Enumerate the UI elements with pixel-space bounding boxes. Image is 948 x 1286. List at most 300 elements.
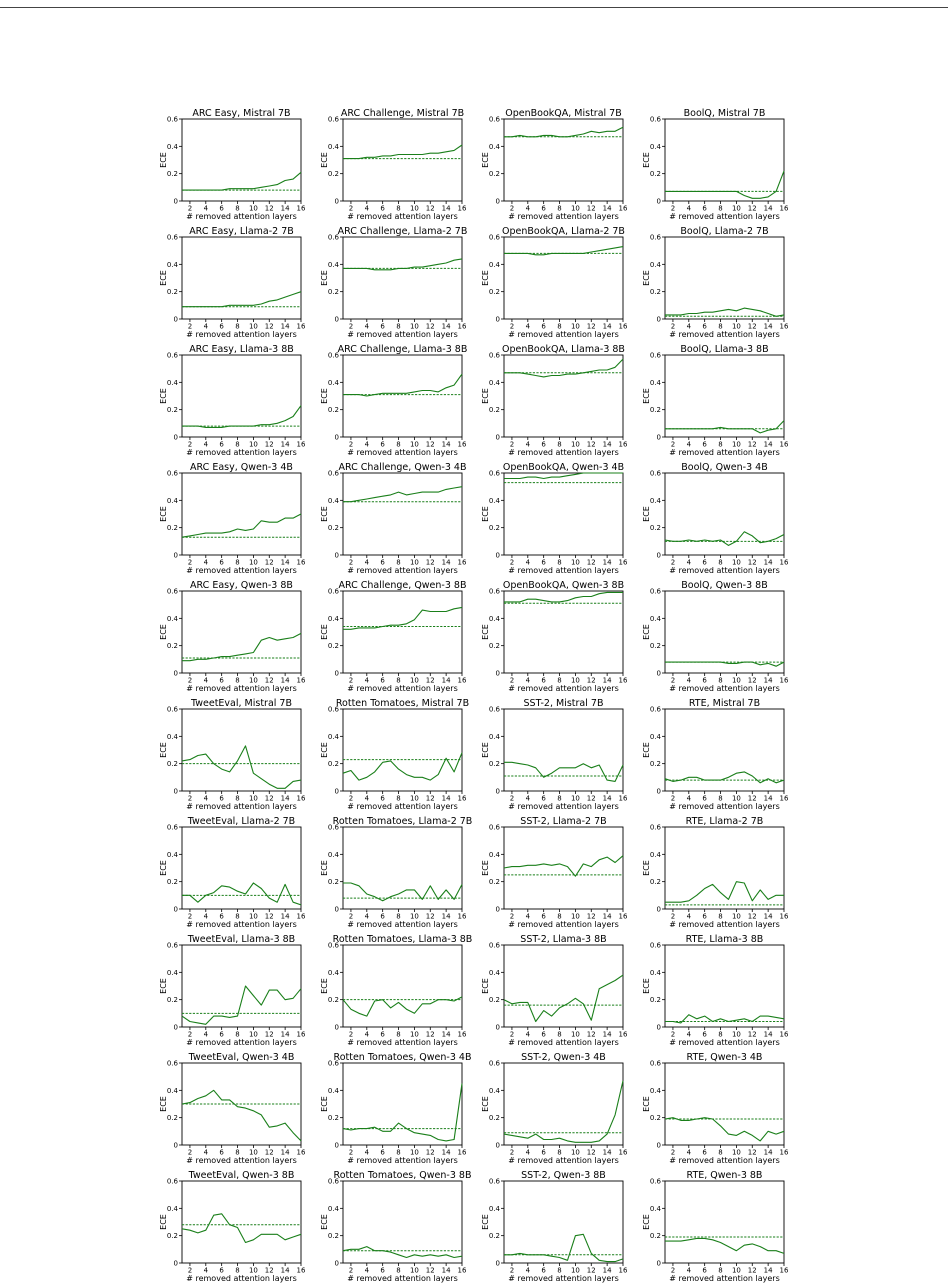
x-tick-label: 10 (248, 912, 258, 921)
series-line (504, 856, 623, 877)
axes-frame (182, 1181, 301, 1263)
x-tick-label: 12 (264, 912, 274, 921)
y-tick-label: 0.2 (649, 642, 661, 651)
x-tick-label: 12 (747, 1030, 757, 1039)
chart-title: Rotten Tomatoes, Llama-2 7B (332, 816, 473, 827)
x-tick-label: 8 (557, 1266, 562, 1275)
y-tick-label: 0.2 (649, 760, 661, 769)
y-tick-label: 0.2 (488, 1114, 500, 1123)
chart-panel (481, 226, 628, 339)
y-tick-label: 0.6 (327, 233, 339, 242)
x-tick-label: 10 (570, 558, 580, 567)
x-tick-label: 6 (541, 1030, 546, 1039)
y-tick-label: 0 (334, 1023, 339, 1032)
x-tick-label: 14 (763, 1266, 773, 1275)
x-tick-label: 14 (441, 322, 451, 331)
y-tick-label: 0 (656, 315, 661, 324)
y-tick-label: 0.2 (649, 1232, 661, 1241)
chart-panel (320, 698, 469, 811)
x-tick-label: 14 (763, 322, 773, 331)
x-axis-label: # removed attention layers (508, 212, 619, 221)
x-axis-label: # removed attention layers (347, 920, 458, 929)
x-tick-label: 10 (570, 322, 580, 331)
series-line (182, 292, 301, 307)
y-tick-label: 0 (173, 787, 178, 796)
x-tick-label: 16 (457, 794, 467, 803)
x-tick-label: 6 (702, 1148, 707, 1157)
series-line (665, 421, 784, 433)
chart-panel (481, 344, 628, 457)
x-tick-label: 12 (425, 558, 435, 567)
y-tick-label: 0.2 (488, 760, 500, 769)
x-tick-label: 16 (296, 1266, 306, 1275)
x-tick-label: 4 (525, 676, 531, 685)
x-tick-label: 16 (618, 912, 628, 921)
y-tick-label: 0.2 (649, 288, 661, 297)
y-tick-label: 0.2 (649, 170, 661, 179)
y-axis-label: ECE (642, 742, 651, 758)
series-line (504, 762, 623, 781)
y-axis-label: ECE (159, 388, 168, 404)
y-tick-label: 0.6 (166, 587, 178, 596)
series-line (182, 633, 301, 660)
x-axis-label: # removed attention layers (347, 1156, 458, 1165)
y-tick-label: 0.6 (488, 351, 500, 360)
chart-panel (481, 108, 628, 221)
y-tick-label: 0.6 (166, 115, 178, 124)
y-tick-label: 0.6 (327, 1059, 339, 1068)
y-tick-label: 0.2 (327, 760, 339, 769)
x-tick-label: 6 (541, 676, 546, 685)
x-tick-label: 2 (670, 440, 676, 449)
y-tick-label: 0 (334, 197, 339, 206)
y-tick-label: 0.6 (327, 587, 339, 596)
y-tick-label: 0.6 (488, 941, 500, 950)
x-tick-label: 16 (296, 794, 306, 803)
x-tick-label: 10 (570, 676, 580, 685)
x-tick-label: 6 (702, 440, 707, 449)
y-tick-label: 0.4 (488, 614, 500, 623)
x-tick-label: 14 (280, 558, 290, 567)
y-tick-label: 0.6 (649, 941, 661, 950)
x-tick-label: 14 (280, 1148, 290, 1157)
y-tick-label: 0.6 (649, 233, 661, 242)
y-tick-label: 0.4 (488, 850, 500, 859)
y-axis-label: ECE (481, 270, 490, 286)
x-tick-label: 14 (763, 440, 773, 449)
x-tick-label: 8 (396, 440, 401, 449)
x-tick-label: 6 (219, 794, 224, 803)
chart-title: Rotten Tomatoes, Qwen-3 4B (333, 1052, 472, 1063)
y-tick-label: 0.4 (166, 1204, 178, 1213)
y-axis-label: ECE (481, 152, 490, 168)
x-tick-label: 8 (718, 676, 723, 685)
x-tick-label: 10 (570, 912, 580, 921)
x-tick-label: 10 (248, 676, 258, 685)
chart-panel (642, 1170, 789, 1283)
chart-title: ARC Easy, Mistral 7B (192, 108, 291, 119)
x-axis-label: # removed attention layers (347, 330, 458, 339)
x-tick-label: 10 (731, 204, 741, 213)
x-tick-label: 12 (586, 558, 596, 567)
series-line (182, 746, 301, 788)
y-tick-label: 0.4 (649, 850, 661, 859)
y-tick-label: 0 (495, 433, 500, 442)
x-tick-label: 14 (602, 676, 612, 685)
x-tick-label: 4 (364, 1148, 370, 1157)
y-tick-label: 0.4 (327, 260, 339, 269)
x-tick-label: 12 (264, 440, 274, 449)
series-line (182, 406, 301, 428)
chart-title: Rotten Tomatoes, Qwen-3 8B (333, 1170, 472, 1181)
y-axis-label: ECE (320, 270, 329, 286)
y-tick-label: 0.4 (327, 142, 339, 151)
y-axis-label: ECE (159, 1214, 168, 1230)
x-axis-label: # removed attention layers (508, 802, 619, 811)
x-tick-label: 14 (602, 204, 612, 213)
x-tick-label: 12 (264, 204, 274, 213)
x-axis-label: # removed attention layers (669, 1156, 780, 1165)
y-tick-label: 0.4 (166, 732, 178, 741)
x-tick-label: 16 (618, 794, 628, 803)
x-tick-label: 6 (380, 794, 385, 803)
y-tick-label: 0.4 (166, 968, 178, 977)
series-line (665, 1238, 784, 1253)
chart-panel (320, 344, 467, 457)
x-tick-label: 14 (763, 558, 773, 567)
x-tick-label: 6 (380, 558, 385, 567)
y-tick-label: 0 (656, 433, 661, 442)
x-axis-label: # removed attention layers (186, 802, 297, 811)
x-tick-label: 14 (763, 204, 773, 213)
x-tick-label: 10 (409, 204, 419, 213)
chart-panel (159, 580, 306, 693)
x-tick-label: 4 (686, 1266, 692, 1275)
y-tick-label: 0 (495, 1023, 500, 1032)
x-tick-label: 10 (570, 440, 580, 449)
y-tick-label: 0 (173, 669, 178, 678)
chart-panel (642, 816, 789, 929)
x-tick-label: 8 (557, 558, 562, 567)
y-tick-label: 0.6 (488, 233, 500, 242)
x-tick-label: 4 (203, 204, 209, 213)
y-tick-label: 0 (656, 905, 661, 914)
x-tick-label: 8 (235, 912, 240, 921)
x-axis-label: # removed attention layers (347, 1038, 458, 1047)
x-tick-label: 8 (396, 794, 401, 803)
x-tick-label: 4 (686, 440, 692, 449)
x-tick-label: 6 (219, 1148, 224, 1157)
y-axis-label: ECE (320, 624, 329, 640)
x-tick-label: 16 (779, 1148, 789, 1157)
y-axis-label: ECE (159, 270, 168, 286)
chart-panel (159, 1170, 306, 1283)
y-axis-label: ECE (159, 152, 168, 168)
y-tick-label: 0.2 (327, 288, 339, 297)
series-line (665, 772, 784, 783)
y-tick-label: 0 (173, 433, 178, 442)
y-tick-label: 0.4 (649, 378, 661, 387)
x-tick-label: 10 (731, 794, 741, 803)
x-axis-label: # removed attention layers (508, 448, 619, 457)
y-tick-label: 0.2 (327, 1232, 339, 1241)
x-tick-label: 14 (441, 440, 451, 449)
chart-title: OpenBookQA, Qwen-3 4B (502, 462, 625, 473)
axes-frame (343, 1063, 462, 1145)
y-tick-label: 0.4 (327, 1086, 339, 1095)
y-tick-label: 0.6 (649, 587, 661, 596)
x-tick-label: 10 (248, 322, 258, 331)
x-tick-label: 4 (364, 558, 370, 567)
y-tick-label: 0 (173, 1141, 178, 1150)
x-tick-label: 10 (409, 676, 419, 685)
chart-panel (642, 934, 789, 1047)
chart-title: BoolQ, Llama-3 8B (680, 344, 769, 355)
chart-title: RTE, Qwen-3 8B (686, 1170, 763, 1181)
x-tick-label: 2 (509, 1030, 515, 1039)
axes-frame (665, 591, 784, 673)
x-tick-label: 8 (718, 558, 723, 567)
x-tick-label: 10 (731, 440, 741, 449)
y-tick-label: 0.4 (166, 142, 178, 151)
x-tick-label: 6 (219, 676, 224, 685)
chart-panel (481, 816, 628, 929)
series-line (504, 359, 623, 377)
x-axis-label: # removed attention layers (186, 212, 297, 221)
axes-frame (665, 1063, 784, 1145)
y-tick-label: 0.4 (327, 614, 339, 623)
x-tick-label: 12 (264, 794, 274, 803)
x-tick-label: 10 (731, 558, 741, 567)
x-tick-label: 6 (380, 1266, 385, 1275)
x-axis-label: # removed attention layers (186, 1038, 297, 1047)
x-tick-label: 2 (348, 1266, 354, 1275)
y-axis-label: ECE (481, 978, 490, 994)
y-tick-label: 0.6 (327, 351, 339, 360)
chart-panel (320, 462, 467, 575)
x-tick-label: 12 (586, 204, 596, 213)
chart-panel (642, 344, 789, 457)
x-tick-label: 10 (248, 558, 258, 567)
x-tick-label: 16 (618, 204, 628, 213)
chart-title: ARC Easy, Qwen-3 8B (190, 580, 293, 591)
x-tick-label: 6 (380, 1030, 385, 1039)
x-tick-label: 16 (457, 1148, 467, 1157)
y-tick-label: 0.4 (649, 142, 661, 151)
x-tick-label: 2 (187, 794, 193, 803)
axes-frame (343, 355, 462, 437)
chart-title: RTE, Llama-2 7B (685, 816, 764, 827)
x-tick-label: 8 (235, 676, 240, 685)
x-tick-label: 12 (747, 558, 757, 567)
y-tick-label: 0.4 (327, 732, 339, 741)
series-line (665, 1118, 784, 1141)
x-tick-label: 2 (509, 558, 515, 567)
chart-title: OpenBookQA, Mistral 7B (505, 108, 622, 119)
x-axis-label: # removed attention layers (347, 1274, 458, 1283)
x-tick-label: 10 (731, 322, 741, 331)
x-tick-label: 6 (219, 322, 224, 331)
y-tick-label: 0 (334, 905, 339, 914)
y-tick-label: 0.2 (166, 642, 178, 651)
x-tick-label: 4 (203, 1266, 209, 1275)
x-tick-label: 12 (264, 1030, 274, 1039)
x-axis-label: # removed attention layers (347, 212, 458, 221)
x-axis-label: # removed attention layers (186, 566, 297, 575)
y-tick-label: 0 (656, 1259, 661, 1268)
x-tick-label: 14 (763, 794, 773, 803)
x-tick-label: 8 (718, 1266, 723, 1275)
y-tick-label: 0.6 (488, 115, 500, 124)
y-tick-label: 0.6 (488, 469, 500, 478)
x-tick-label: 2 (509, 322, 515, 331)
x-tick-label: 14 (441, 1148, 451, 1157)
x-tick-label: 6 (219, 558, 224, 567)
series-line (665, 662, 784, 666)
y-tick-label: 0.4 (488, 732, 500, 741)
chart-panel (320, 580, 467, 693)
x-tick-label: 4 (686, 1148, 692, 1157)
axes-frame (504, 355, 623, 437)
x-tick-label: 10 (248, 1030, 258, 1039)
y-tick-label: 0.4 (166, 1086, 178, 1095)
x-tick-label: 8 (396, 1266, 401, 1275)
x-tick-label: 16 (618, 676, 628, 685)
y-axis-label: ECE (320, 1096, 329, 1112)
y-axis-label: ECE (159, 742, 168, 758)
axes-frame (343, 473, 462, 555)
y-tick-label: 0.2 (488, 1232, 500, 1241)
y-tick-label: 0.6 (649, 1177, 661, 1186)
y-tick-label: 0.6 (166, 351, 178, 360)
x-tick-label: 8 (557, 322, 562, 331)
x-tick-label: 4 (364, 204, 370, 213)
x-tick-label: 4 (525, 1030, 531, 1039)
x-tick-label: 10 (409, 794, 419, 803)
x-tick-label: 6 (219, 204, 224, 213)
series-line (343, 607, 462, 629)
x-tick-label: 16 (618, 558, 628, 567)
axes-frame (504, 1181, 623, 1263)
y-tick-label: 0.4 (327, 378, 339, 387)
x-tick-label: 12 (747, 1266, 757, 1275)
axes-frame (504, 473, 623, 555)
y-tick-label: 0 (173, 1259, 178, 1268)
x-axis-label: # removed attention layers (669, 684, 780, 693)
x-tick-label: 16 (296, 912, 306, 921)
y-tick-label: 0.2 (166, 760, 178, 769)
x-tick-label: 14 (602, 440, 612, 449)
chart-title: ARC Easy, Llama-3 8B (189, 344, 294, 355)
y-tick-label: 0.6 (327, 941, 339, 950)
x-tick-label: 12 (747, 912, 757, 921)
series-line (182, 172, 301, 190)
y-tick-label: 0.2 (327, 996, 339, 1005)
x-tick-label: 6 (541, 322, 546, 331)
y-tick-label: 0 (334, 315, 339, 324)
series-line (504, 1234, 623, 1261)
x-tick-label: 2 (187, 558, 193, 567)
x-tick-label: 8 (396, 204, 401, 213)
x-tick-label: 8 (718, 794, 723, 803)
x-tick-label: 16 (296, 1148, 306, 1157)
x-tick-label: 6 (380, 1148, 385, 1157)
chart-panel (320, 1052, 471, 1165)
x-tick-label: 2 (509, 1148, 515, 1157)
y-tick-label: 0.2 (488, 288, 500, 297)
x-tick-label: 12 (425, 204, 435, 213)
x-tick-label: 2 (187, 322, 193, 331)
chart-title: OpenBookQA, Qwen-3 8B (502, 580, 625, 591)
x-tick-label: 16 (296, 440, 306, 449)
x-tick-label: 6 (541, 440, 546, 449)
x-tick-label: 4 (203, 1030, 209, 1039)
y-tick-label: 0 (334, 787, 339, 796)
x-tick-label: 2 (509, 440, 515, 449)
x-tick-label: 6 (702, 1266, 707, 1275)
x-tick-label: 16 (618, 1030, 628, 1039)
x-tick-label: 12 (264, 1148, 274, 1157)
x-tick-label: 8 (235, 1030, 240, 1039)
series-line (504, 592, 623, 602)
x-tick-label: 4 (364, 794, 370, 803)
x-tick-label: 16 (457, 204, 467, 213)
y-tick-label: 0.4 (649, 968, 661, 977)
chart-panel (320, 108, 467, 221)
y-tick-label: 0.6 (649, 469, 661, 478)
x-tick-label: 6 (219, 912, 224, 921)
x-tick-label: 4 (364, 676, 370, 685)
x-tick-label: 4 (203, 558, 209, 567)
x-tick-label: 2 (670, 794, 676, 803)
series-line (343, 145, 462, 159)
y-tick-label: 0.6 (649, 823, 661, 832)
axes-frame (182, 945, 301, 1027)
x-tick-label: 12 (586, 1266, 596, 1275)
y-tick-label: 0.4 (649, 496, 661, 505)
chart-title: ARC Easy, Qwen-3 4B (190, 462, 293, 473)
x-tick-label: 12 (425, 912, 435, 921)
y-tick-label: 0 (173, 1023, 178, 1032)
y-tick-label: 0 (173, 315, 178, 324)
x-axis-label: # removed attention layers (508, 920, 619, 929)
x-tick-label: 6 (380, 912, 385, 921)
y-tick-label: 0.2 (649, 878, 661, 887)
x-tick-label: 6 (541, 912, 546, 921)
x-tick-label: 8 (557, 794, 562, 803)
x-tick-label: 2 (670, 1266, 676, 1275)
y-axis-label: ECE (642, 270, 651, 286)
x-tick-label: 10 (248, 1148, 258, 1157)
x-axis-label: # removed attention layers (669, 212, 780, 221)
x-axis-label: # removed attention layers (186, 330, 297, 339)
y-tick-label: 0.2 (649, 996, 661, 1005)
x-tick-label: 4 (364, 440, 370, 449)
x-tick-label: 8 (557, 440, 562, 449)
y-tick-label: 0 (334, 551, 339, 560)
x-tick-label: 8 (396, 322, 401, 331)
x-tick-label: 4 (686, 204, 692, 213)
y-tick-label: 0.6 (488, 1177, 500, 1186)
x-tick-label: 10 (409, 558, 419, 567)
series-line (665, 532, 784, 546)
axes-frame (343, 827, 462, 909)
x-tick-label: 12 (264, 558, 274, 567)
x-tick-label: 16 (779, 676, 789, 685)
x-tick-label: 10 (731, 912, 741, 921)
y-tick-label: 0 (173, 905, 178, 914)
y-axis-label: ECE (159, 860, 168, 876)
